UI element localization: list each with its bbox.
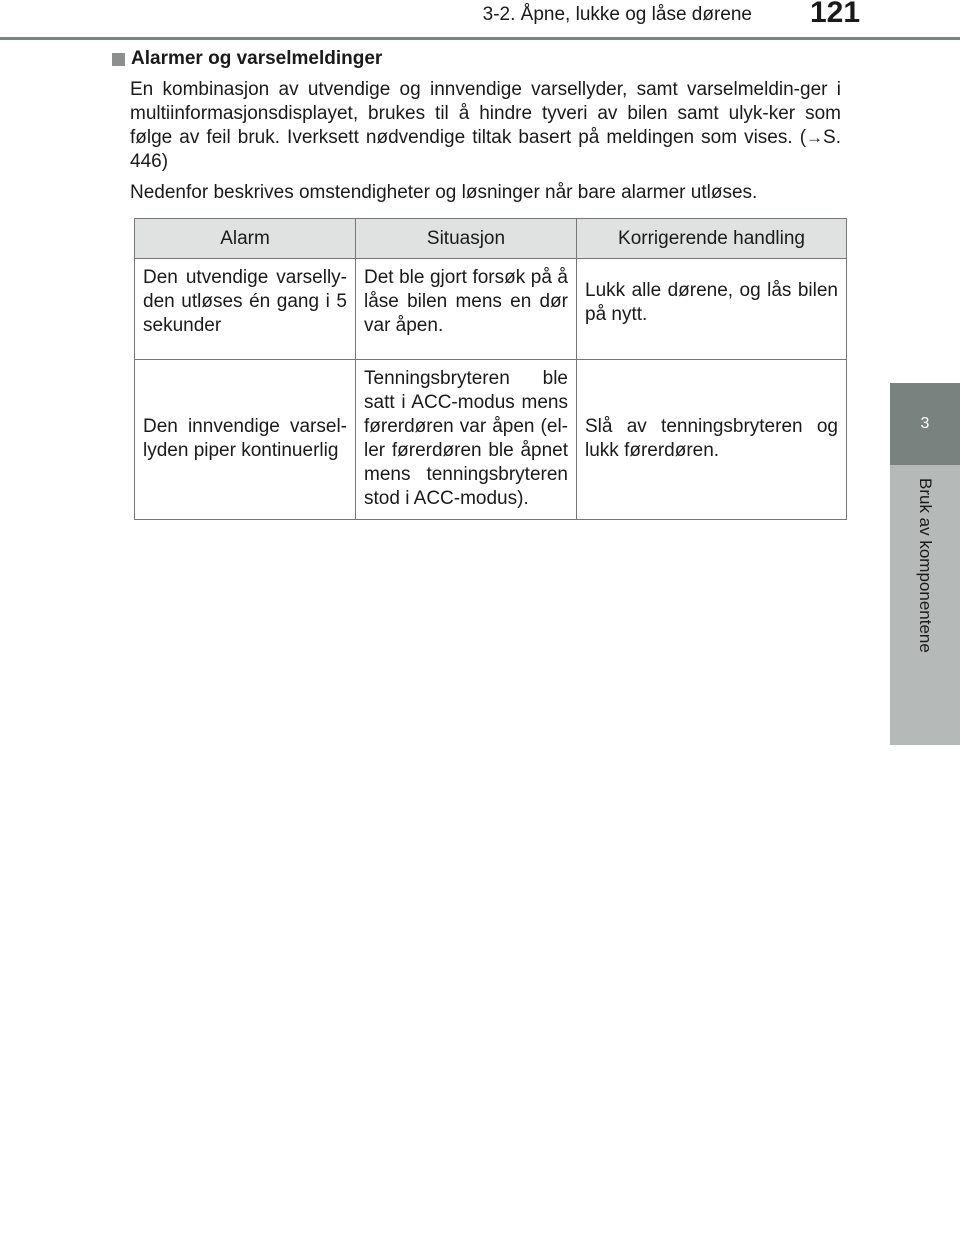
chapter-title: Bruk av komponentene	[916, 478, 935, 653]
page-number: 121	[809, 0, 861, 29]
square-bullet-icon	[112, 53, 125, 66]
arrow-right-icon: →	[806, 128, 824, 147]
section-title: 3-2. Åpne, lukke og låse dørene	[482, 4, 752, 25]
section-heading	[112, 48, 382, 70]
page-reference: S. 446)	[130, 127, 841, 172]
table-row	[135, 360, 847, 520]
table-cell: Det ble gjort forsøk på å låse bilen mens en dør var åpen.	[356, 259, 577, 360]
table-cell: Slå av tenningsbryteren og lukk førerdøren.	[577, 360, 847, 520]
section-heading-text: Alarmer og varselmeldinger	[131, 48, 383, 69]
header-rule	[0, 37, 960, 40]
column-header: Alarm	[135, 219, 356, 259]
column-header: Korrigerende handling	[577, 219, 847, 259]
table-cell: Tenningsbryteren ble satt i ACC-modus mens førerdøren var åpen (el-ler førerdøren ble åpnet mens tenningsbryteren stod i ACC-modus).	[356, 360, 577, 520]
note-paragraph: Nedenfor beskrives omstendigheter og løsninger når bare alarmer utløses.	[130, 182, 758, 203]
table-cell: Lukk alle dørene, og lås bilen på nytt.	[577, 259, 847, 360]
intro-text: En kombinasjon av utvendige og innvendige varsellyder, samt varselmeldin-ger i multiinformasjonsdisplayet, brukes til å hindre tyveri av bilen samt ulyk-ker som følge av feil bruk. Iverksett nødvendige tiltak basert på meldingen som vises. (	[130, 79, 841, 148]
table-header-row	[135, 219, 847, 259]
table-row	[135, 259, 847, 360]
table-cell: Den innvendige varsel-lyden piper kontinuerlig	[135, 360, 356, 520]
column-header: Situasjon	[356, 219, 577, 259]
alarm-table	[134, 218, 847, 520]
chapter-tab	[890, 383, 960, 465]
chapter-number: 3	[920, 415, 930, 432]
intro-paragraph	[130, 78, 841, 174]
table-cell: Den utvendige varselly-den utløses én gang i 5 sekunder	[135, 259, 356, 360]
